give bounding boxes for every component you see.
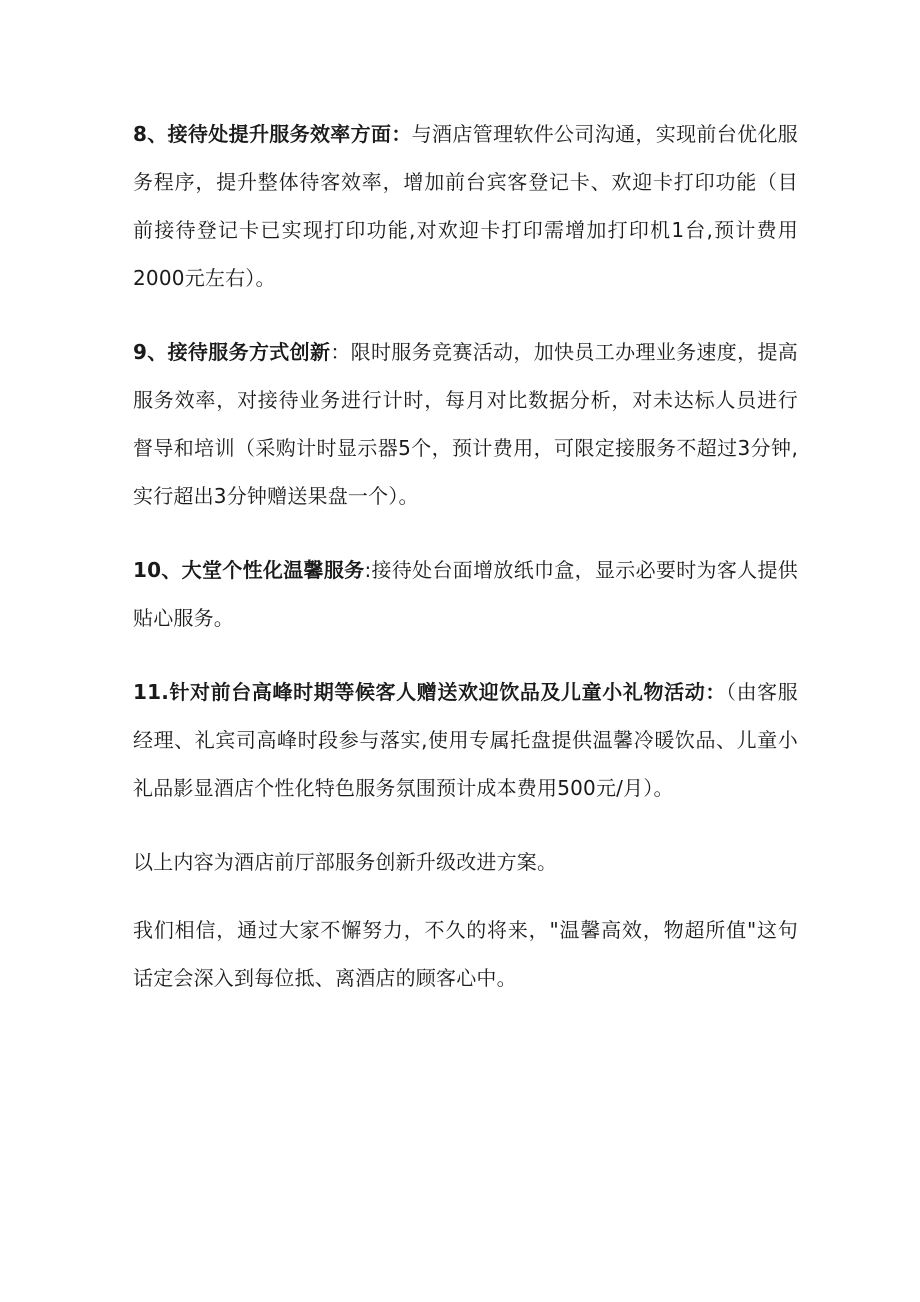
- item-9-body: ：限时服务竞赛活动，加快员工办理业务速度，提高服务效率，对接待业务进行计时，每月对比数据分析，对未达标人员进行督导和培训（采购计时显示器5个，预计费用，可限定接服务不超过3分钟,实行超出3分钟赠送果盘一个）。: [133, 340, 798, 508]
- item-10-heading: 10、大堂个性化温馨服务: [133, 558, 365, 582]
- item-11-body: （由客服经理、礼宾司高峰时段参与落实,使用专属托盘提供温馨冷暖饮品、儿童小礼品影显酒店个性化特色服务氛围预计成本费用500元/月）。: [133, 680, 798, 800]
- closing-paragraph: 我们相信，通过大家不懈努力，不久的将来，"温馨高效，物超所值"这句话定会深入到每位抵、离酒店的顾客心中。: [133, 918, 798, 990]
- item-11-heading: 11.针对前台高峰时期等候客人赠送欢迎饮品及儿童小礼物活动：: [133, 680, 726, 704]
- item-8-body: 与酒店管理软件公司沟通，实现前台优化服务程序，提升整体待客效率，增加前台宾客登记卡、欢迎卡打印功能（目前接待登记卡已实现打印功能,对欢迎卡打印需增加打印机1台,预计费用2000元左右）。: [133, 122, 798, 290]
- item-9: [133, 328, 798, 520]
- item-10-body: :接待处台面增放纸巾盒，显示必要时为客人提供贴心服务。: [133, 558, 799, 630]
- item-11: [133, 668, 798, 812]
- item-8: [133, 110, 798, 302]
- summary-paragraph: 以上内容为酒店前厅部服务创新升级改进方案。: [133, 850, 558, 874]
- document-page: [133, 110, 798, 1028]
- item-8-heading: 8、接待处提升服务效率方面：: [133, 122, 412, 146]
- item-10: [133, 546, 798, 642]
- item-9-heading: 9、接待服务方式创新: [133, 340, 331, 364]
